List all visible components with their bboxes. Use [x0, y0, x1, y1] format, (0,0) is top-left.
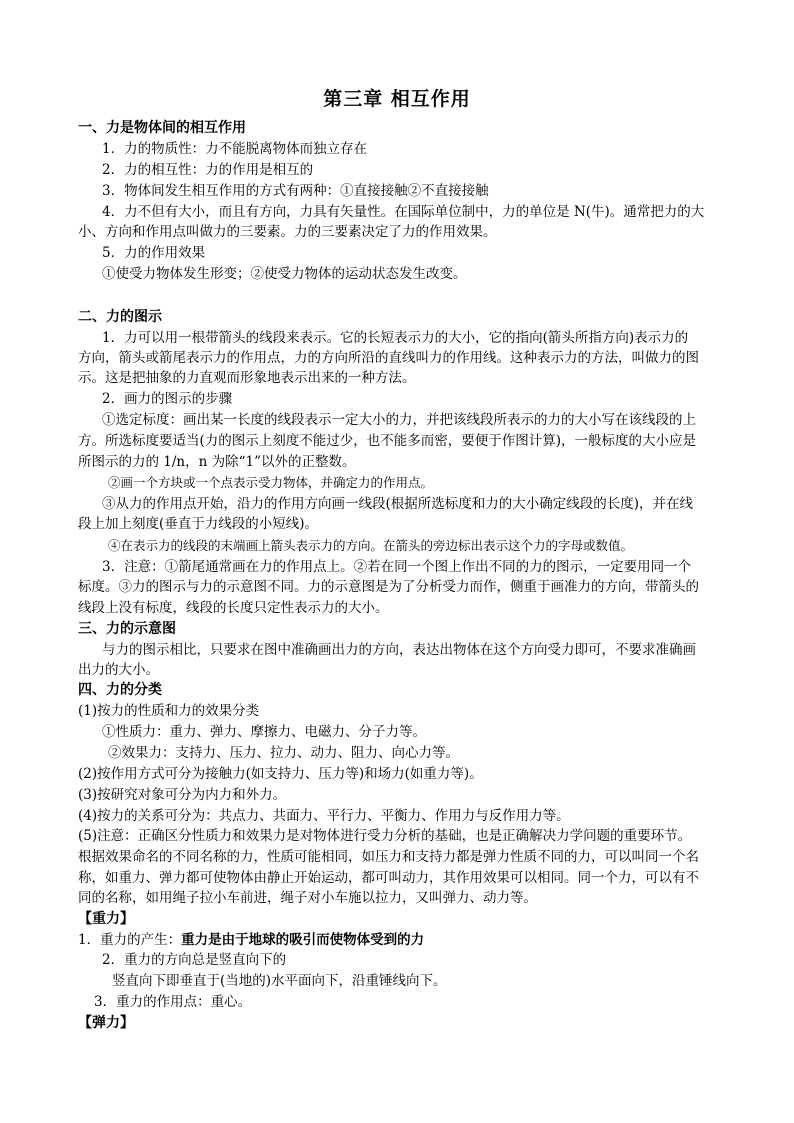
paragraph-line: ②画一个方块或一个点表示受力物体，并确定力的作用点。: [108, 475, 434, 490]
paragraph-line: 1．力的物质性：力不能脱离物体而独立存在: [102, 141, 368, 157]
section-heading-2: 二、力的图示: [78, 309, 162, 325]
section-heading-1: 一、力是物体间的相互作用: [78, 120, 246, 136]
paragraph-line: 小、方向和作用点叫做力的三要素。力的三要素决定了力的作用效果。: [78, 224, 497, 240]
paragraph-line: 称，如重力、弹力都可使物体由静止开始运动，都可叫动力，其作用效果可以相同。同一个力，可以有不: [78, 870, 699, 886]
paragraph-line: ①性质力：重力、弹力、摩擦力、电磁力、分子力等。: [102, 724, 426, 740]
subsection-heading-elastic: 【弹力】: [78, 1015, 134, 1031]
paragraph-line: ③从力的作用点开始，沿力的作用方向画一线段(根据所选标度和力的大小确定线段的长度)，并在线: [102, 496, 694, 512]
paragraph-line: ①选定标度：画出某一长度的线段表示一定大小的力，并把该线段所表示的力的大小写在该线段的上: [102, 412, 696, 428]
paragraph-line: 2．画力的图示的步骤: [102, 391, 233, 407]
paragraph-line: 5．力的作用效果: [102, 245, 206, 261]
paragraph-line: 线段上没有标度，线段的长度只定性表示力的大小。: [78, 600, 389, 616]
paragraph-line: 2．力的相互性：力的作用是相互的: [102, 162, 314, 178]
paragraph-line: 2．重力的方向总是竖直向下的: [102, 952, 287, 968]
paragraph-line: 示。这是把抽象的力直观而形象地表示出来的一种方法。: [78, 370, 416, 386]
paragraph-line: (5)注意：正确区分性质力和效果力是对物体进行受力分析的基础，也是正确解决力学问题的重要环节。: [78, 828, 692, 844]
paragraph-line: 1．力可以用一根带箭头的线段来表示。它的长短表示力的大小，它的指向(箭头所指方向)表示力的: [102, 330, 689, 346]
paragraph-line: (2)按作用方式可分为接触力(如支持力、压力等)和场力(如重力等)。: [78, 766, 483, 782]
paragraph-line: (3)按研究对象可分为内力和外力。: [78, 787, 287, 803]
gravity-origin-definition: 重力是由于地球的吸引而使物体受到的力: [181, 932, 425, 948]
paragraph-line: 与力的图示相比，只要求在图中准确画出力的方向，表达出物体在这个方向受力即可，不要求准确画: [102, 642, 696, 658]
paragraph-line: 3．重力的作用点：重心。: [94, 994, 252, 1010]
paragraph-line: ②效果力：支持力、压力、拉力、动力、阻力、向心力等。: [108, 745, 459, 761]
paragraph-line: 同的名称，如用绳子拉小车前进，绳子对小车施以拉力，又叫弹力、动力等。: [78, 890, 537, 906]
paragraph-line: 3．物体间发生相互作用的方式有两种：①直接接触②不直接接触: [102, 183, 489, 199]
paragraph-line: [78, 930, 723, 950]
paragraph-line: 方。所选标度要适当(力的图示上刻度不能过少，也不能多而密，要便于作图计算)，一般标度的大小应是: [78, 433, 697, 449]
section-heading-3: 三、力的示意图: [78, 621, 176, 637]
paragraph-line: 段上加上刻度(垂直于力线段的小短线)。: [78, 516, 319, 532]
paragraph-line: 竖直向下即垂直于(当地的)水平面向下，沿重锤线向下。: [112, 973, 447, 989]
paragraph-line: 方向，箭头或箭尾表示力的作用点，力的方向所沿的直线叫力的作用线。这种表示力的方法，叫做力的图: [78, 350, 699, 366]
paragraph-line: ①使受力物体发生形变；②使受力物体的运动状态发生改变。: [102, 266, 467, 282]
paragraph-line: 出力的大小。: [78, 662, 159, 678]
paragraph-line: (1)按力的性质和力的效果分类: [78, 703, 260, 719]
paragraph-line: 4．力不但有大小，而且有方向，力具有矢量性。在国际单位制中，力的单位是 N(牛)。通常把力的大: [102, 204, 705, 220]
paragraph-line: (4)按力的关系可分为：共点力、共面力、平行力、平衡力、作用力与反作用力等。: [78, 808, 570, 824]
paragraph-line: 根据效果命名的不同名称的力，性质可能相同，如压力和支持力都是弹力性质不同的力，可以叫同一个名: [78, 849, 699, 865]
chapter-title: 第三章 相互作用: [323, 88, 471, 110]
gravity-origin-label: 1．重力的产生：: [78, 932, 182, 948]
subsection-heading-gravity: 【重力】: [78, 911, 134, 927]
paragraph-line: 3．注意：①箭尾通常画在力的作用点上。②若在同一个图上作出不同的力的图示，一定要用同一个: [102, 559, 692, 575]
paragraph-line: 所图示的力的 1/n，n 为除“1”以外的正整数。: [78, 454, 356, 470]
paragraph-line: ④在表示力的线段的末端画上箭头表示力的方向。在箭头的旁边标出表示这个力的字母或数值。: [108, 538, 634, 553]
paragraph-line: 标度。③力的图示与力的示意图不同。力的示意图是为了分析受力而作，侧重于画准力的方向，带箭头的: [78, 579, 699, 595]
section-heading-4: 四、力的分类: [78, 682, 162, 698]
